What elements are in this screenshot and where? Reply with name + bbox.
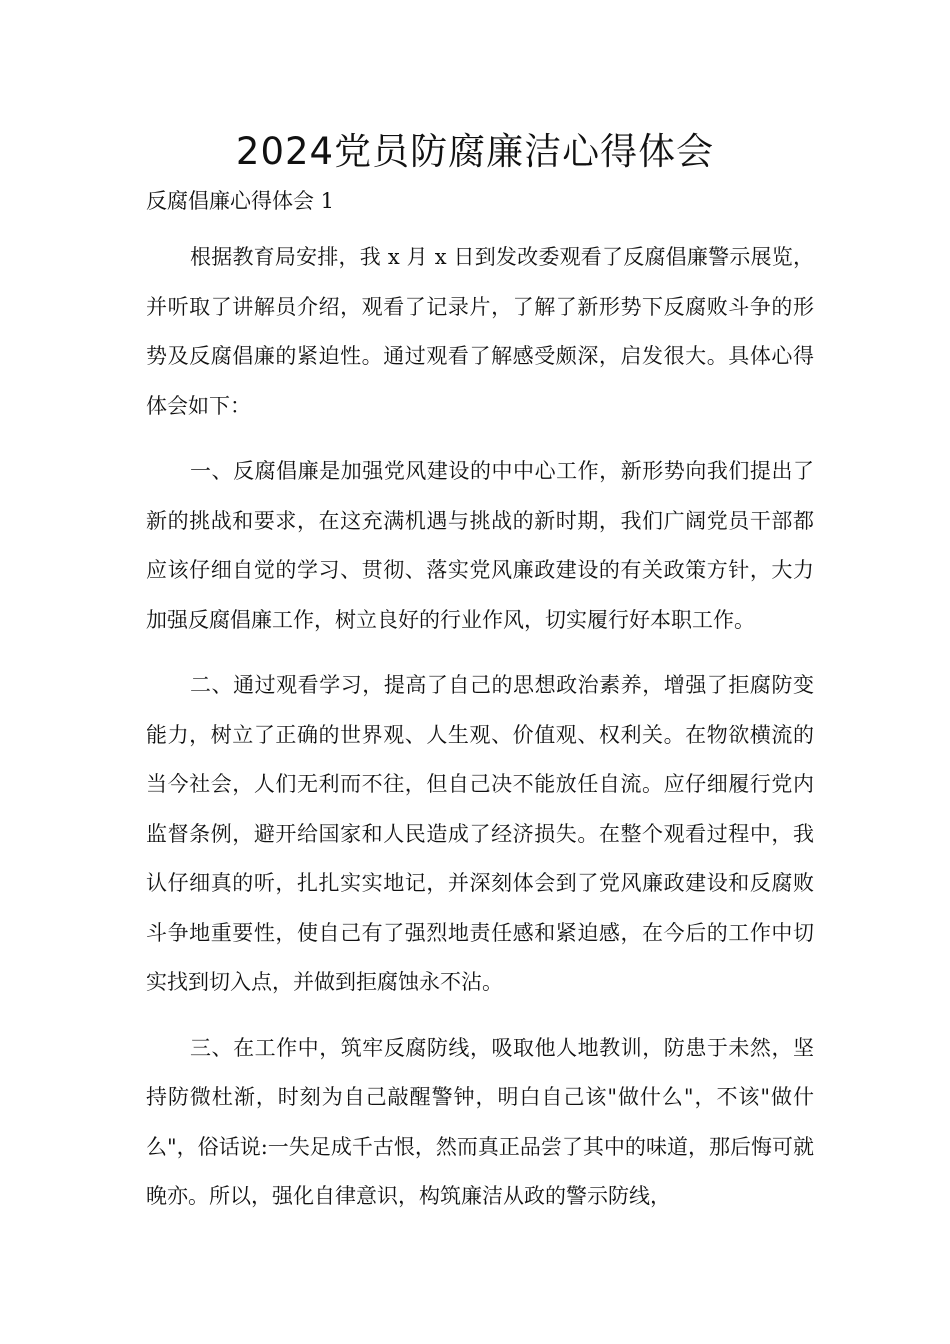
paragraph-point-two: 二、通过观看学习，提高了自己的思想政治素养，增强了拒腐防变能力，树立了正确的世界观、人生观、价值观、权利关。在物欲横流的当今社会，人们无利而不往，但自己决不能放任自流。应仔细履行党内监督条例，避开给国家和人民造成了经济损失。在整个观看过程中，我认仔细真的听，扎扎实实地记，并深刻体会到了党风廉政建设和反腐败斗争地重要性，使自己有了强烈地责任感和紧迫感，在今后的工作中切实找到切入点，并做到拒腐蚀永不沾。 [146,673,814,994]
document-body [146,233,814,1238]
paragraph-point-three: 三、在工作中，筑牢反腐防线，吸取他人地教训，防患于未然，坚持防微杜渐，时刻为自己敲醒警钟，明白自己该"做什么"，不该"做什么"，俗话说:一失足成千古恨，然而真正品尝了其中的味道，那后悔可就晚亦。所以，强化自律意识，构筑廉洁从政的警示防线， [146,1035,814,1208]
document-title: 2024党员防腐廉洁心得体会 [235,130,715,173]
paragraph-intro: 根据教育局安排，我 x 月 x 日到发改委观看了反腐倡廉警示展览，并听取了讲解员介绍，观看了记录片，了解了新形势下反腐败斗争的形势及反腐倡廉的紧迫性。通过观看了解感受颇深，启发很大。具体心得体会如下： [146,245,814,418]
paragraph-point-one: 一、反腐倡廉是加强党风建设的中中心工作，新形势向我们提出了新的挑战和要求，在这充满机遇与挑战的新时期，我们广阔党员干部都应该仔细自觉的学习、贯彻、落实党风廉政建设的有关政策方针，大力加强反腐倡廉工作，树立良好的行业作风，切实履行好本职工作。 [146,459,814,632]
document-subtitle: 反腐倡廉心得体会 1 [146,189,335,213]
